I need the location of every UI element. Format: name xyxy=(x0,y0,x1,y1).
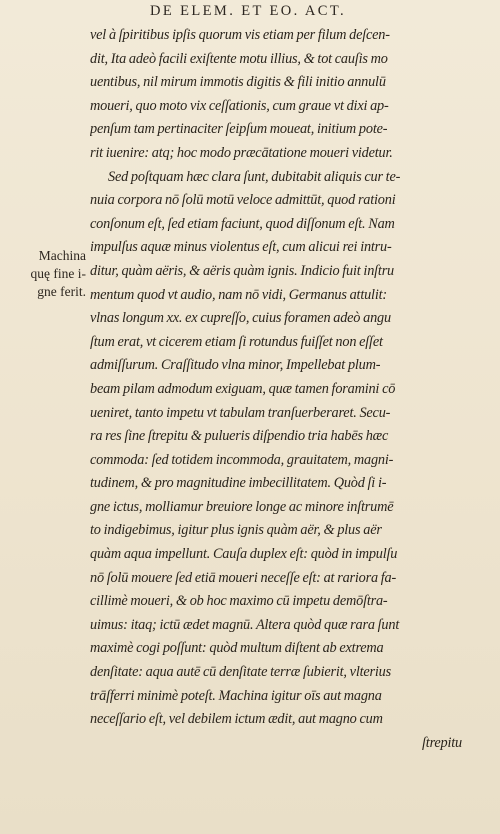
text-line: to indigebimus, igitur plus ignis quàm aër, & plus aër xyxy=(90,522,382,539)
margin-note xyxy=(12,247,88,301)
text-line: moueri, quo moto vix ceſſationis, cum graue vt dixi ap- xyxy=(90,97,389,114)
text-line: nuia corpora nō ſolū motū veloce admittūt, quod rationi xyxy=(90,192,396,209)
text-line: trāſferri minimè poteſt. Machina igitur oīs aut magna xyxy=(90,687,382,704)
text-line: tudinem, & pro magnitudine imbecillitatem. Quòd ſi i- xyxy=(90,475,387,492)
text-line: penſum tam pertinaciter ſeipſum moueat, initium pote- xyxy=(90,121,388,138)
text-line: denſitate: aqua autē cū denſitate terræ ſubierit, vlterius xyxy=(90,664,391,681)
text-line: ueniret, tanto impetu vt tabulam tranſuerberaret. Secu- xyxy=(90,404,391,421)
text-line: rit iuenire: atq; hoc modo præcātatione moueri videtur. xyxy=(90,144,393,161)
paragraph-start-line: Sed poſtquam hæc clara ſunt, dubitabit aliquis cur te- xyxy=(108,168,401,185)
text-line: commoda: ſed totidem incommoda, grauitatem, magni- xyxy=(90,451,394,468)
text-line: mentum quod vt audio, nam nō vidi, Germanus attulit: xyxy=(90,286,387,303)
text-line: nō ſolū mouere ſed etiā moueri neceſſe eſt: at rariora fa- xyxy=(90,569,397,586)
text-line: uentibus, nil mirum immotis digitis & fili initio annulū xyxy=(90,74,386,91)
text-line: beam pilam admodum exiguam, quæ tamen foramini cō xyxy=(90,380,396,397)
margin-note-line: gne ferit. xyxy=(37,284,86,299)
text-line: neceſſario eſt, vel debilem ictum ædit, aut magno cum xyxy=(90,711,383,728)
text-line: cillimè moueri, & ob hoc maximo cū impetu demōſtra- xyxy=(90,593,388,610)
text-line: vlnas longum xx. ex cupreſſo, cuius foramen adeò angu xyxy=(90,310,391,327)
catchword: ſtrepitu xyxy=(422,734,462,751)
running-head: DE ELEM. ET EO. ACT. xyxy=(150,3,347,19)
margin-note-line: quę fine i- xyxy=(30,266,86,281)
text-line: ra res ſine ſtrepitu & pulueris diſpendio tria habēs hæc xyxy=(90,428,389,445)
text-line: vel à ſpiritibus ipſis quorum vis etiam per filum deſcen- xyxy=(90,27,390,43)
text-line: maximè cogi poſſunt: quòd multum diſtent ab extrema xyxy=(90,640,384,657)
text-line: ſtum erat, vt cicerem etiam ſi rotundus fuiſſet non eſſet xyxy=(90,333,383,350)
text-line: admiſſurum. Craſſitudo vlna minor, Impellebat plum- xyxy=(90,357,381,374)
margin-note-line: Machina xyxy=(38,248,86,263)
text-line: gne ictus, molliamur breuiore longe ac minore inſtrumē xyxy=(90,498,394,515)
text-line: conſonum eſt, ſed etiam faciunt, quod diſſonum eſt. Nam xyxy=(90,215,395,232)
text-line: impulſus aquæ minus violentus eſt, cum alicui rei intru- xyxy=(90,239,392,256)
text-line: dit, Ita adeò facili exiſtente motu illius, & tot cauſis mo xyxy=(90,50,388,67)
text-line: quàm aqua impellunt. Cauſa duplex eſt: quòd in impulſu xyxy=(90,546,398,563)
body-text xyxy=(90,24,470,755)
text-line: uimus: itaq; ictū ædet magnū. Altera quòd quæ rara ſunt xyxy=(90,616,400,633)
text-line: ditur, quàm aëris, & aëris quàm ignis. Indicio fuit inſtru xyxy=(90,262,395,279)
